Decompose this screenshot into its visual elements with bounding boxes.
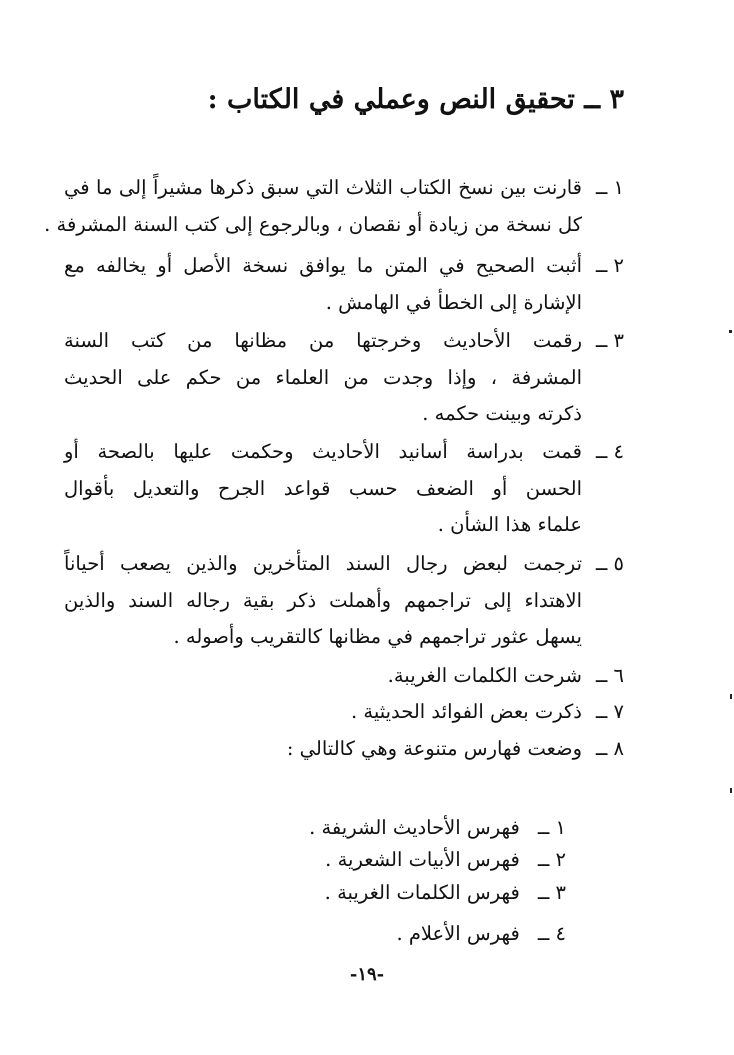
item-line: كل نسخة من زيادة أو نقصان ، وبالرجوع إلى كتب السنة المشرفة .: [44, 212, 582, 236]
item-line: شرحت الكلمات الغريبة.: [387, 664, 582, 687]
index-item-2: [325, 844, 566, 876]
item-number: ٤ ــ: [595, 440, 624, 463]
item-line: ذكرت بعض الفوائد الحديثية .: [350, 700, 582, 723]
index-item-4: [396, 918, 566, 950]
item-line: ترجمت لبعض رجال السند المتأخرين والذين يصعب أحياناً: [64, 552, 582, 575]
section-heading: ٣ ــ تحقيق النص وعملي في الكتاب :: [207, 84, 624, 115]
item-line: وضعت فهارس متنوعة وهي كالتالي :: [286, 737, 582, 760]
list-item-2: [64, 248, 624, 321]
index-number: ١ ــ: [537, 816, 566, 839]
index-number: ٣ ــ: [537, 881, 566, 904]
index-item-3: [325, 877, 566, 909]
item-line: قمت بدراسة أسانيد الأحاديث وحكمت عليها بالصحة أو: [64, 440, 582, 463]
scan-mark: [729, 330, 732, 333]
item-text: [64, 658, 582, 695]
index-item-1: [309, 812, 566, 844]
item-line: الاهتداء إلى تراجمهم وأهملت ذكر بقية رجاله السند والذين: [64, 588, 582, 612]
item-line: علماء هذا الشأن .: [437, 513, 582, 536]
index-number: ٤ ــ: [537, 922, 566, 945]
list-item-7: [64, 694, 624, 731]
item-line: الإشارة إلى الخطأ في الهامش .: [325, 290, 582, 314]
list-item-5: [64, 546, 624, 656]
item-line: ذكرته وبينت حكمه .: [422, 402, 582, 425]
index-label: فهرس الأبيات الشعرية .: [325, 848, 520, 871]
item-text: [64, 546, 582, 656]
index-label: فهرس الأحاديث الشريفة .: [309, 816, 520, 839]
item-number: ٨ ــ: [595, 737, 624, 760]
item-number: ٦ ــ: [595, 664, 624, 687]
item-text: [64, 694, 582, 731]
item-line: أثبت الصحيح في المتن ما يوافق نسخة الأصل أو يخالفه مع: [64, 254, 582, 277]
list-item-6: [64, 658, 624, 695]
item-text: [64, 434, 582, 544]
item-number: ٥ ــ: [595, 552, 624, 575]
index-label: فهرس الأعلام .: [396, 922, 520, 945]
scan-mark: [730, 694, 732, 699]
item-line: الحسن أو الضعف حسب قواعد الجرح والتعديل بأقوال: [64, 476, 582, 500]
item-number: ١ ــ: [595, 176, 624, 199]
scan-mark: [730, 788, 732, 793]
list-item-8: [64, 731, 624, 768]
item-line: قارنت بين نسخ الكتاب الثلاث التي سبق ذكرها مشيراً إلى ما في: [64, 176, 582, 199]
item-number: ٢ ــ: [595, 254, 624, 277]
page-number: -١٩-: [349, 964, 385, 985]
list-item-3: [64, 323, 624, 433]
item-line: يسهل عثور تراجمهم في مظانها كالتقريب وأصوله .: [173, 625, 582, 648]
index-number: ٢ ــ: [537, 848, 566, 871]
item-number: ٣ ــ: [595, 329, 624, 352]
list-item-4: [64, 434, 624, 544]
item-line: المشرفة ، وإذا وجدت من العلماء من حكم على الحديث: [64, 365, 582, 389]
index-label: فهرس الكلمات الغريبة .: [324, 881, 520, 904]
item-text: [64, 731, 582, 768]
item-text: [64, 248, 582, 321]
item-line: رقمت الأحاديث وخرجتها من مظانها من كتب السنة: [64, 329, 582, 352]
item-text: [44, 170, 582, 243]
list-item-1: [44, 170, 624, 243]
item-number: ٧ ــ: [595, 700, 624, 723]
item-text: [64, 323, 582, 433]
